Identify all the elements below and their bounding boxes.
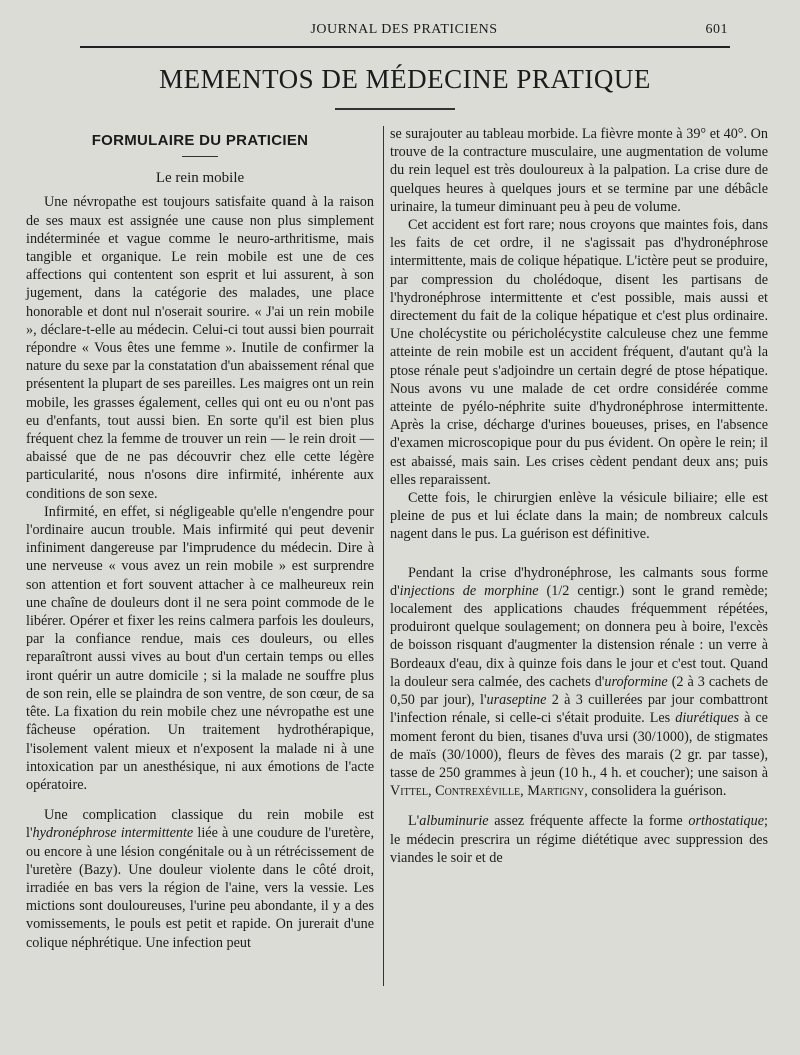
- paragraph: Cet accident est fort rare; nous croyons que maintes fois, dans les faits de cet ordre, il ne s'agissait pas d'hydronéphrose intermittente, mais de colique hépatique. L'ictère peut se produire, par compression du cholédoque, disent les partisans de l'hydronéphrose intermittente et c'est possible, mais aussi et directement du fait de la colique hépatique et c'est plus ordinaire. Une cholécystite ou péricholécystite calculeuse chez une femme atteinte de rein mobile est un accident fréquent, d'autant qu'à la ptose rénale peut s'adjoindre un certain degré de ptose hépatique. Nous avons vu une malade de cet ordre considérée comme atteinte de pyélo-néphrite suite d'hydronéphrose intermittente. Après la crise, décharge d'urines boueuses, prises, en l'absence d'examen microscopique pour du pus évident. On opère le rein; il est abaissé, mais sain. Les crises cèdent pendant deux ans; puis elles reparaissent.: [390, 217, 768, 488]
- text-run: 2 à 3 cuillerées par jour combattront l'infection rénale, si celle-ci s'était produite. Les: [390, 692, 768, 727]
- article-title: Le rein mobile: [155, 170, 245, 187]
- section-rule: [182, 156, 218, 157]
- right-column: [390, 125, 768, 867]
- paragraph: [26, 806, 374, 952]
- text-run: (1/2 centigr.) sont le grand remède; localement des applications chaudes fréquemment répétées, produiront quelque soulagement; on donnera peu à boire, l'excès de boisson risquant d'augmenter la distension rénale : un verre à Bordeaux d'eau, dix à quinze fois dans le jour et c'est tout. Quand la douleur sera calmée, des cachets d': [390, 582, 768, 690]
- text-run: Une complication classique du rein mobile est l': [26, 807, 374, 842]
- paragraph: Infirmité, en effet, si négligeable qu'elle n'engendre pour l'ordinaire aucun trouble. Mais infirmité qui peut devenir infiniment dangereuse par l'imprudence du médecin. Dire à une nerveuse « vous avez un rein mobile » est surprendre son attention et fort souvent attacher à ce malheureux rein une chaîne de douleurs dont il ne sera point commode de le libérer. Opérer et fixer les reins calmera parfois les douleurs, par la confiance rendue, mais ces douleurs, ou elles reparaîtront aussi vives au bout d'un certain temps ou elles iront quérir un autre domicile ; si la malade ne souffre plus de son rein, elle se plaindra de son ventre, de son cœur, de sa tête. La fixation du rein mobile chez une névropathe est une fâcheuse opération. Un traitement hydrothérapique, l'isolement valent mieux et n'exposent la malade ni à une intoxication par un anesthésique, ni aux émotions de l'acte opératoire.: [26, 503, 374, 793]
- paragraph: se surajouter au tableau morbide. La fièvre monte à 39° et 40°. On trouve de la contracture musculaire, une augmentation de volume du rein lequel est très douloureux à la palpation. La crise dure de quelques heures à quelques jours et se termine par une débâcle urinaire, la tumeur diminuant peu à peu de volume.: [390, 126, 768, 215]
- text-run: liée à une coudure de l'uretère, ou encore à une lésion congénitale ou à un rétrécissement de l'uretère (Bazy). Une douleur violente dans le côté droit, irradiée en bas vers la région de l'aine, vers la vessie. Les mictions sont douloureuses, l'urine peu abondante, il y a des vomissements, le pouls est petit et rapide. On jurerait d'une colique néphrétique. Une infection peut: [26, 825, 375, 951]
- italic-term: hydronéphrose intermittente: [32, 825, 194, 842]
- italic-term: uroformine: [604, 673, 668, 690]
- header-rule: [80, 46, 730, 48]
- italic-term: albuminurie: [419, 813, 489, 830]
- left-column: [26, 124, 374, 952]
- text-run: L': [408, 813, 420, 830]
- text-run: assez fréquente affecte la forme: [488, 813, 689, 830]
- page-number: 601: [705, 22, 728, 37]
- italic-term: diurétiques: [675, 710, 740, 727]
- small-caps-term: Vittel, Contrexéville, Martigny: [390, 783, 585, 800]
- text-run: (2 à 3 cachets de 0,50 par jour), l': [390, 673, 768, 709]
- section-heading: FORMULAIRE DU PRATICIEN: [91, 132, 309, 149]
- paragraph: [390, 812, 768, 867]
- italic-term: uraseptine: [486, 692, 547, 709]
- paragraph: [390, 564, 768, 801]
- title-rule: [335, 108, 455, 110]
- text-run: Pendant la crise d'hydronéphrose, les calmants sous forme d': [390, 564, 768, 599]
- running-head: [80, 22, 728, 44]
- italic-term: injections de morphine: [399, 582, 539, 599]
- italic-term: orthostatique: [688, 813, 765, 830]
- paragraph: Cette fois, le chirurgien enlève la vésicule biliaire; elle est pleine de pus et lui éclate dans la main; de nombreux calculs nagent dans le pus. La guérison est définitive.: [390, 490, 768, 543]
- text-run: à ce moment feront du bien, tisanes d'uva ursi (30/1000), de stigmates de maïs (30/1000), fleurs de fèves des marais (2 gr. par tasse), tasse de 250 grammes à jeun (10 h., 4 h. et coucher); une saison à: [390, 710, 768, 781]
- column-divider: [383, 126, 384, 986]
- text-run: ; le médecin prescrira un régime diététique avec suppression des viandes le soir et de: [390, 813, 768, 866]
- journal-name: JOURNAL DES PRATICIENS: [310, 22, 498, 37]
- text-run: , consolidera la guérison.: [584, 783, 727, 800]
- page-title: MEMENTOS DE MÉDECINE PRATIQUE: [159, 64, 651, 94]
- paragraph: Une névropathe est toujours satisfaite quand à la raison de ses maux est assignée une cause non plus simplement indéterminée et vague comme le neuro-arthritisme, mais tangible et organique. Le rein mobile est une de ces affections qui contentent son esprit et lui assurent, à son jugement, dans la catégorie des malades, une place honorable et dont nul n'oserait sourire. « J'ai un rein mobile », déclare-t-elle au médecin. Celui-ci tout aussi bien pourrait répondre « Vous êtes une femme ». Inutile de confirmer la nature du sexe par la constatation d'un abaissement rénal que présentent la plupart de ses pareilles. Les maigres ont un rein mobile, les grasses également, celles qui ont eu ou n'ont pas eu d'enfants, tout aussi bien. En sorte qu'il est bien plus fréquent chez la femme de trouver un rein — le rein droit — abaissé que de ne pas découvrir chez elle cette légère particularité, nous n'osons dire infirmité, inhérente aux conditions de son sexe.: [26, 194, 374, 502]
